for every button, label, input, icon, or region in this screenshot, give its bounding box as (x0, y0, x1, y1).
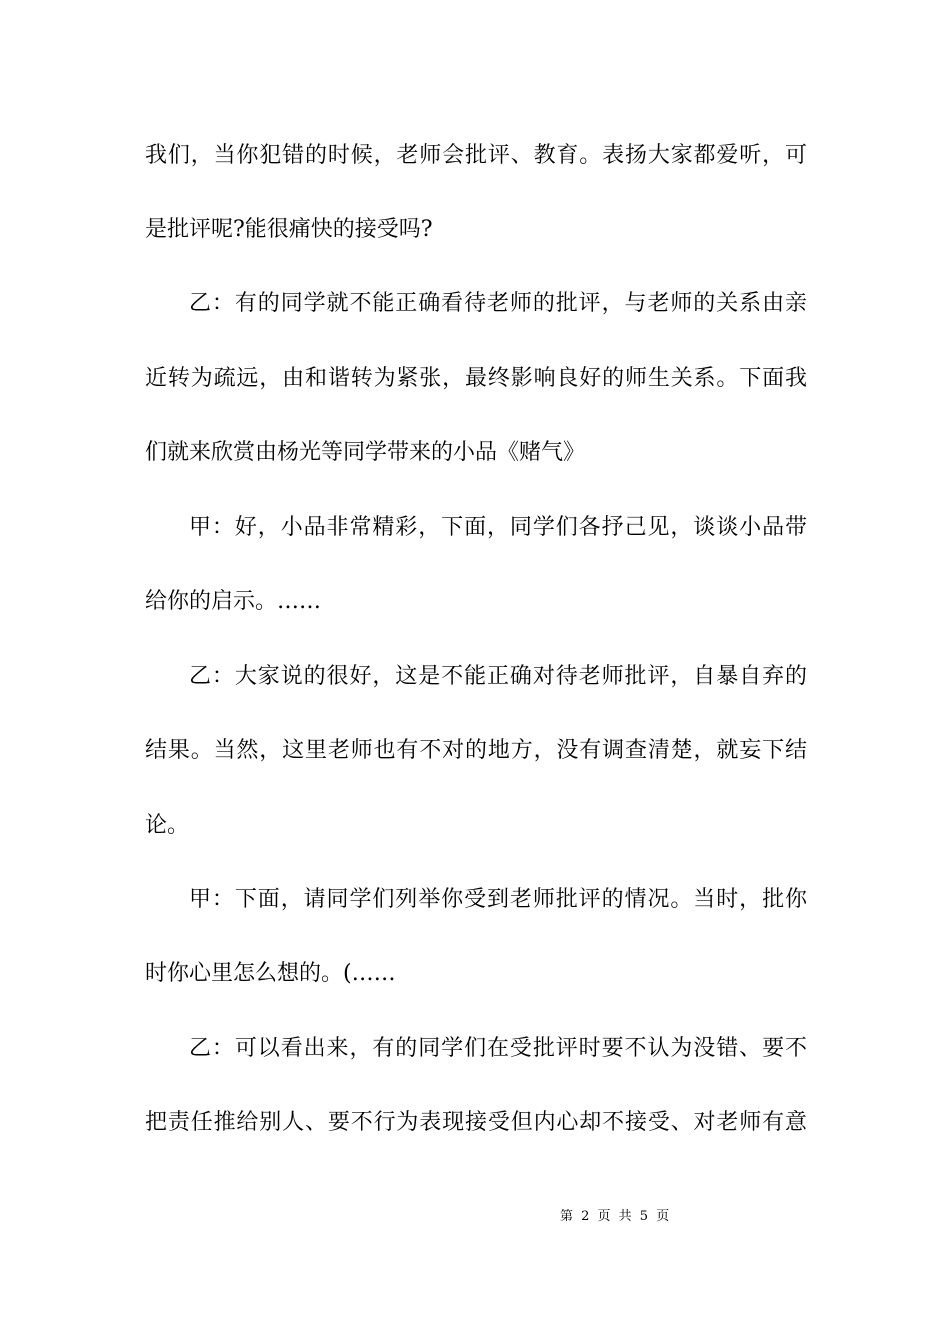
paragraph-line: 时你心里怎么想的。(…… (145, 961, 396, 986)
paragraph-line: 甲：好，小品非常精彩，下面，同学们各抒己见，谈谈小品带 (189, 515, 807, 540)
page-number-footer: 第 2 页 共 5 页 (560, 1209, 672, 1224)
paragraph-line: 乙：大家说的很好，这是不能正确对待老师批评，自暴自弃的 (189, 664, 807, 689)
paragraph-line: 是批评呢?能很痛快的接受吗? (145, 217, 433, 242)
paragraph-line: 给你的启示。…… (145, 589, 322, 614)
paragraph-line: 乙：可以看出来，有的同学们在受批评时要不认为没错、要不 (189, 1036, 807, 1061)
paragraph-line: 我们，当你犯错的时候，老师会批评、教育。表扬大家都爱听，可 (145, 143, 807, 168)
paragraph-line: 论。 (145, 813, 190, 838)
paragraph-line: 结果。当然，这里老师也有不对的地方，没有调查清楚，就妄下结 (145, 738, 807, 763)
paragraph-line: 近转为疏远，由和谐转为紧张，最终影响良好的师生关系。下面我 (145, 366, 807, 391)
paragraph-line: 把责任推给别人、要不行为表现接受但内心却不接受、对老师有意 (145, 1110, 807, 1135)
paragraph-line: 甲：下面，请同学们列举你受到老师批评的情况。当时，批你 (189, 887, 807, 912)
paragraph-line: 乙：有的同学就不能正确看待老师的批评，与老师的关系由亲 (189, 291, 807, 316)
paragraph-line: 们就来欣赏由杨光等同学带来的小品《赌气》 (145, 440, 586, 465)
